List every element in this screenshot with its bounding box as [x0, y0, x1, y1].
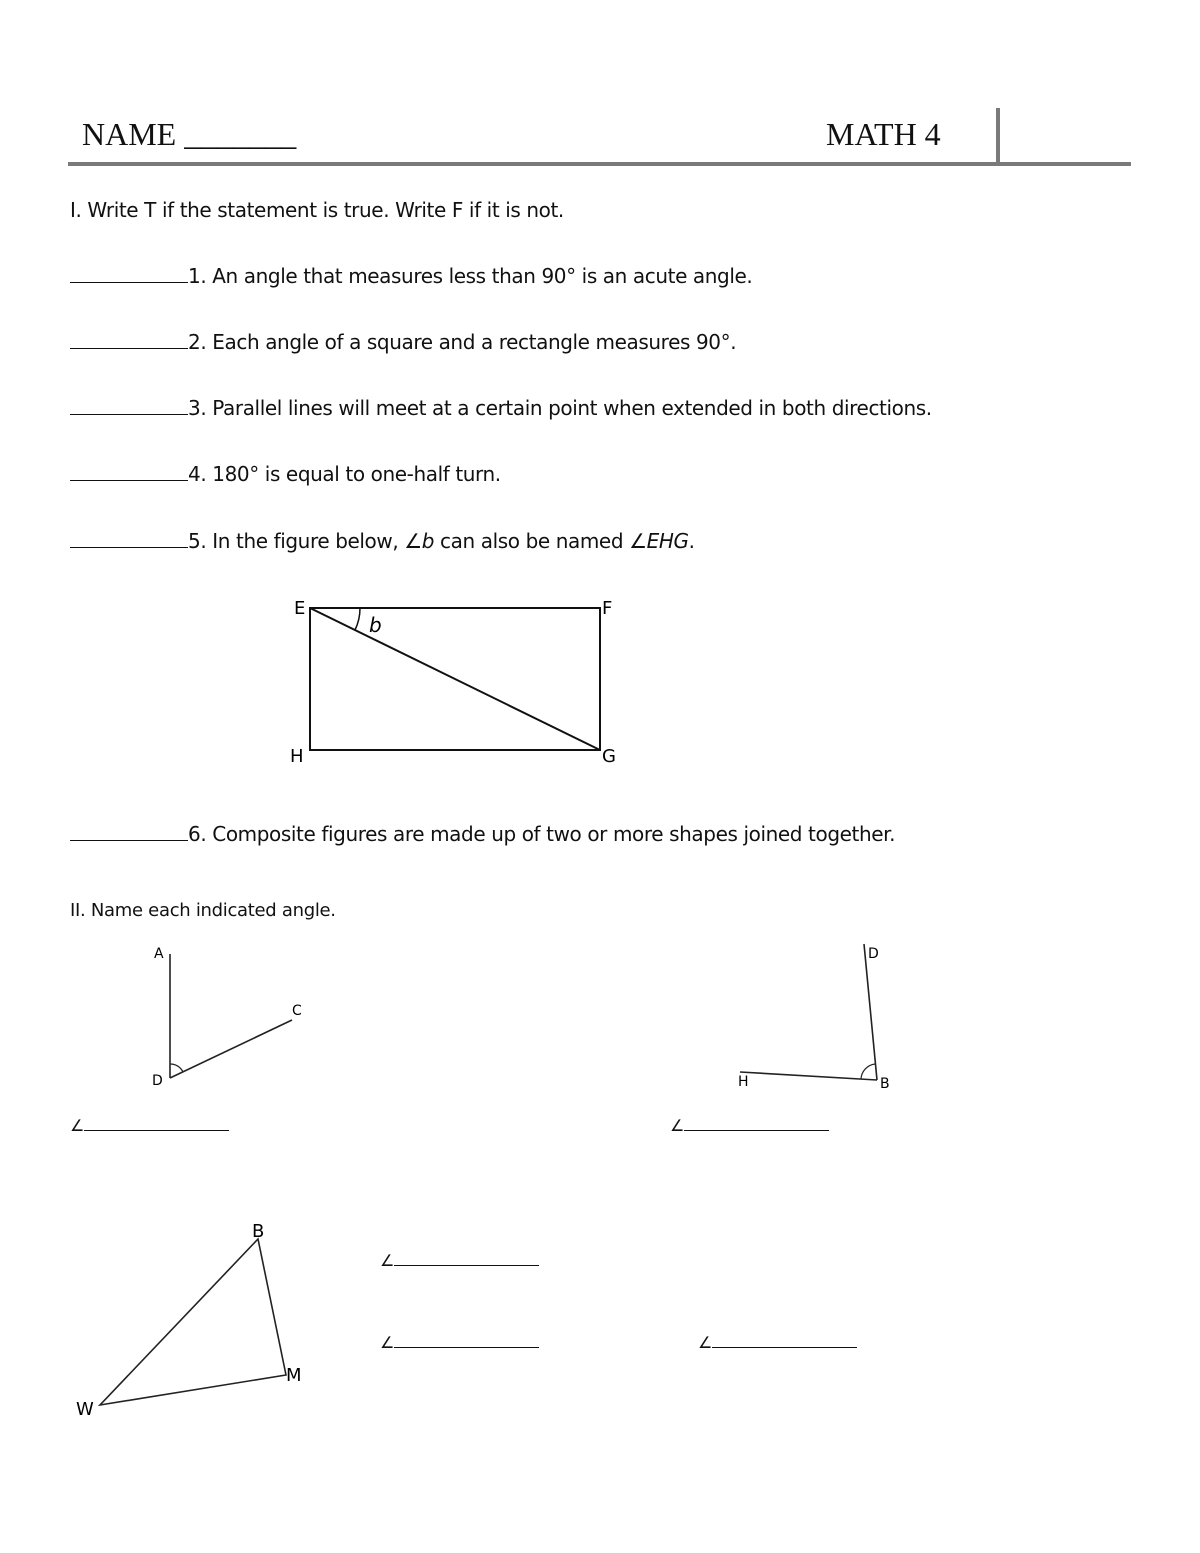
part1-instruction: I. Write T if the statement is true. Write F if it is not. — [70, 198, 564, 222]
label-b: B — [880, 1076, 890, 1092]
question-5 — [70, 529, 695, 553]
ray-bd — [864, 944, 877, 1080]
triangle-bwm-figure — [70, 1215, 330, 1425]
answer-line-5 — [698, 1333, 857, 1352]
question-text: 180° is equal to one-half turn. — [212, 462, 501, 486]
question-number: 3. — [188, 396, 207, 420]
question-text: An angle that measures less than 90° is an acute angle. — [212, 264, 753, 288]
question-text: Each angle of a square and a rectangle measures 90°. — [212, 330, 737, 354]
question-number: 4. — [188, 462, 207, 486]
label-f: F — [602, 598, 613, 619]
angle-symbol: ∠ — [380, 1333, 395, 1352]
angle-dbh-figure — [730, 938, 900, 1098]
angle-b-arc — [355, 608, 360, 630]
label-h: H — [290, 746, 304, 767]
angle-symbol: ∠ — [380, 1251, 395, 1270]
angle-adc-figure — [140, 940, 330, 1090]
angle-b-arc — [861, 1064, 875, 1079]
answer-blank[interactable] — [712, 1346, 857, 1348]
label-w: W — [76, 1399, 94, 1420]
angle-b-label: ∠b — [404, 529, 435, 553]
answer-blank-5[interactable] — [70, 546, 188, 548]
rectangle-figure — [280, 590, 640, 780]
header-rule — [68, 162, 1131, 166]
question-4 — [70, 462, 501, 486]
label-e: E — [294, 598, 306, 619]
answer-blank[interactable] — [684, 1129, 829, 1131]
answer-line-4 — [380, 1333, 539, 1352]
question-text: can also be named — [434, 529, 630, 553]
question-number: 6. — [188, 822, 207, 846]
question-text: Parallel lines will meet at a certain point when extended in both directions. — [212, 396, 932, 420]
label-a: A — [154, 946, 164, 962]
name-label: NAME _______ — [82, 116, 297, 152]
triangle-bwm — [100, 1239, 286, 1405]
diagonal-eg — [310, 608, 600, 750]
ray-dc — [170, 1020, 292, 1078]
label-d: D — [152, 1073, 163, 1089]
angle-d-arc — [170, 1064, 183, 1072]
label-g: G — [602, 746, 616, 767]
question-text: . — [688, 529, 695, 553]
ray-bh — [740, 1072, 877, 1080]
angle-symbol: ∠ — [698, 1333, 713, 1352]
question-1 — [70, 264, 752, 288]
label-h: H — [738, 1074, 749, 1090]
part2-instruction: II. Name each indicated angle. — [70, 900, 336, 921]
label-d: D — [868, 946, 879, 962]
answer-blank-2[interactable] — [70, 347, 188, 349]
answer-blank-1[interactable] — [70, 281, 188, 283]
question-3 — [70, 396, 932, 420]
answer-blank-6[interactable] — [70, 839, 188, 841]
answer-blank[interactable] — [394, 1346, 539, 1348]
question-text: In the figure below, — [212, 529, 405, 553]
question-number: 2. — [188, 330, 207, 354]
angle-symbol: ∠ — [670, 1116, 685, 1135]
question-6 — [70, 822, 895, 846]
answer-line-3 — [380, 1251, 539, 1270]
header-divider — [996, 108, 1000, 164]
question-number: 1. — [188, 264, 207, 288]
answer-blank-3[interactable] — [70, 413, 188, 415]
subject-label: MATH 4 — [826, 116, 941, 152]
question-text: Composite figures are made up of two or more shapes joined together. — [212, 822, 896, 846]
answer-line-1 — [70, 1116, 229, 1135]
answer-blank[interactable] — [394, 1264, 539, 1266]
answer-line-2 — [670, 1116, 829, 1135]
question-number: 5. — [188, 529, 207, 553]
answer-blank[interactable] — [84, 1129, 229, 1131]
label-c: C — [292, 1003, 302, 1019]
label-b: B — [252, 1221, 265, 1242]
label-b: b — [369, 613, 382, 637]
label-m: M — [286, 1365, 302, 1386]
angle-symbol: ∠ — [70, 1116, 85, 1135]
angle-ehg-label: ∠EHG — [629, 529, 689, 553]
answer-blank-4[interactable] — [70, 479, 188, 481]
question-2 — [70, 330, 736, 354]
